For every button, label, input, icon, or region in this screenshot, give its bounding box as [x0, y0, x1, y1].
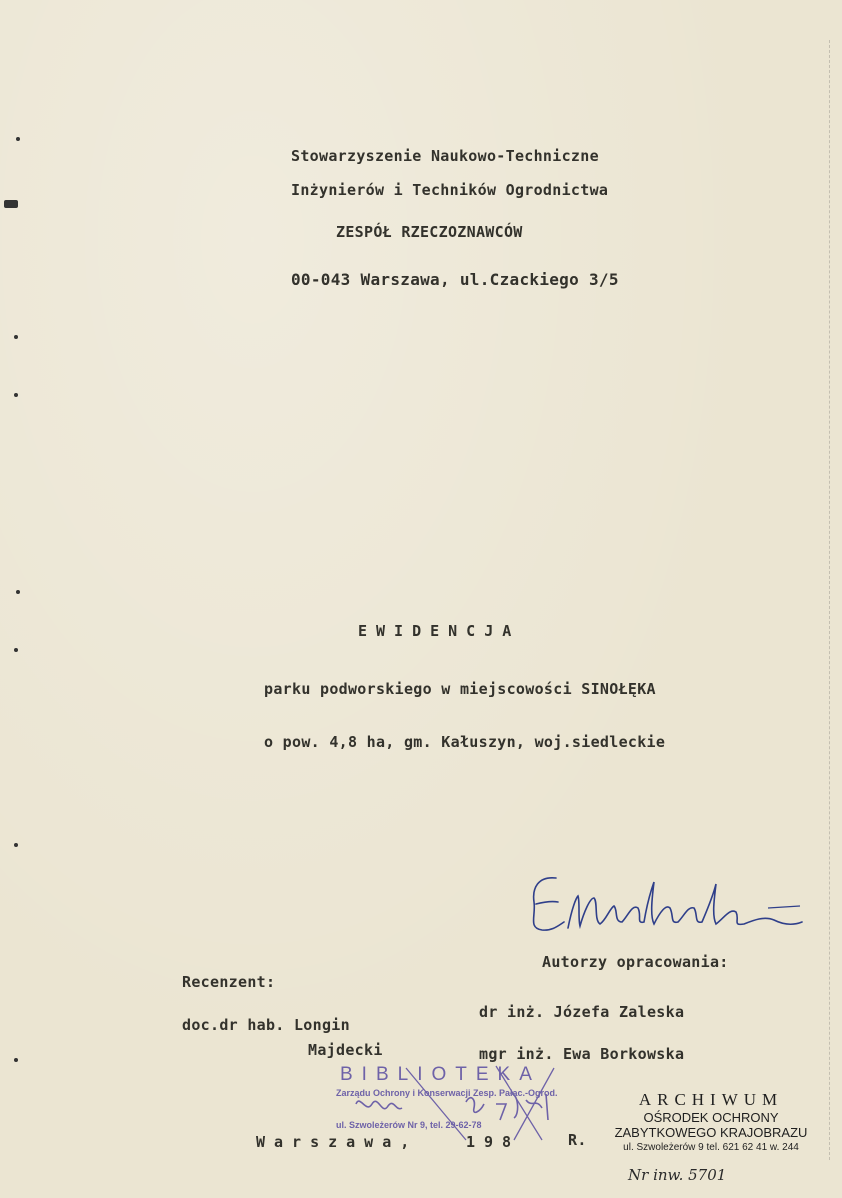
org-department: ZESPÓŁ RZECZOZNAWCÓW [336, 223, 523, 241]
subject-line2: o pow. 4,8 ha, gm. Kałuszyn, woj.siedleckie [264, 733, 666, 751]
org-name-line2: Inżynierów i Techników Ogrodnictwa [291, 181, 609, 199]
footer-place: Warszawa, [256, 1133, 419, 1151]
archive-stamp-title: ARCHIWUM [638, 1090, 784, 1109]
document-title: EWIDENCJA [358, 622, 521, 640]
archive-stamp [596, 1090, 826, 1153]
page-edge [829, 40, 832, 1160]
library-stamp-title: BIBLIOTEKA [340, 1064, 541, 1085]
org-name-line1: Stowarzyszenie Naukowo-Techniczne [291, 147, 599, 165]
author-name-2: mgr inż. Ewa Borkowska [479, 1045, 685, 1063]
margin-mark [14, 393, 18, 397]
inventory-number-handwritten: Nr inw. 5701 [628, 1166, 727, 1184]
footer-year: 198 [466, 1133, 521, 1151]
org-address: 00-043 Warszawa, ul.Czackiego 3/5 [291, 270, 619, 289]
archive-stamp-line1: OŚRODEK OCHRONY [643, 1110, 779, 1125]
author-name-1: dr inż. Józefa Zaleska [479, 1003, 685, 1021]
margin-mark [14, 843, 18, 847]
margin-mark [16, 590, 20, 594]
library-stamp-line2: ul. Szwoleżerów Nr 9, tel. 29-62-78 [336, 1120, 482, 1130]
archive-stamp-line3: ul. Szwoleżerów 9 tel. 621 62 41 w. 244 [623, 1142, 799, 1153]
margin-mark [14, 335, 18, 339]
library-stamp-overstrike [346, 1064, 566, 1144]
footer-year-suffix: R. [568, 1131, 587, 1149]
library-stamp-line1: Zarządu Ochrony i Konserwacji Zesp. Pałac.-Ogrod. [336, 1088, 558, 1098]
reviewer-label: Recenzent: [182, 973, 276, 991]
reviewer-name-line1: doc.dr hab. Longin [182, 1016, 350, 1034]
margin-mark [14, 648, 18, 652]
archive-stamp-line2: ZABYTKOWEGO KRAJOBRAZU [614, 1125, 808, 1140]
reviewer-name-line2: Majdecki [308, 1041, 383, 1059]
authors-label: Autorzy opracowania: [542, 953, 729, 971]
margin-mark [14, 1058, 18, 1062]
handwritten-signature [518, 868, 806, 938]
margin-mark [4, 200, 18, 208]
subject-line1: parku podworskiego w miejscowości SINOŁĘKA [264, 680, 656, 698]
margin-mark [16, 137, 20, 141]
